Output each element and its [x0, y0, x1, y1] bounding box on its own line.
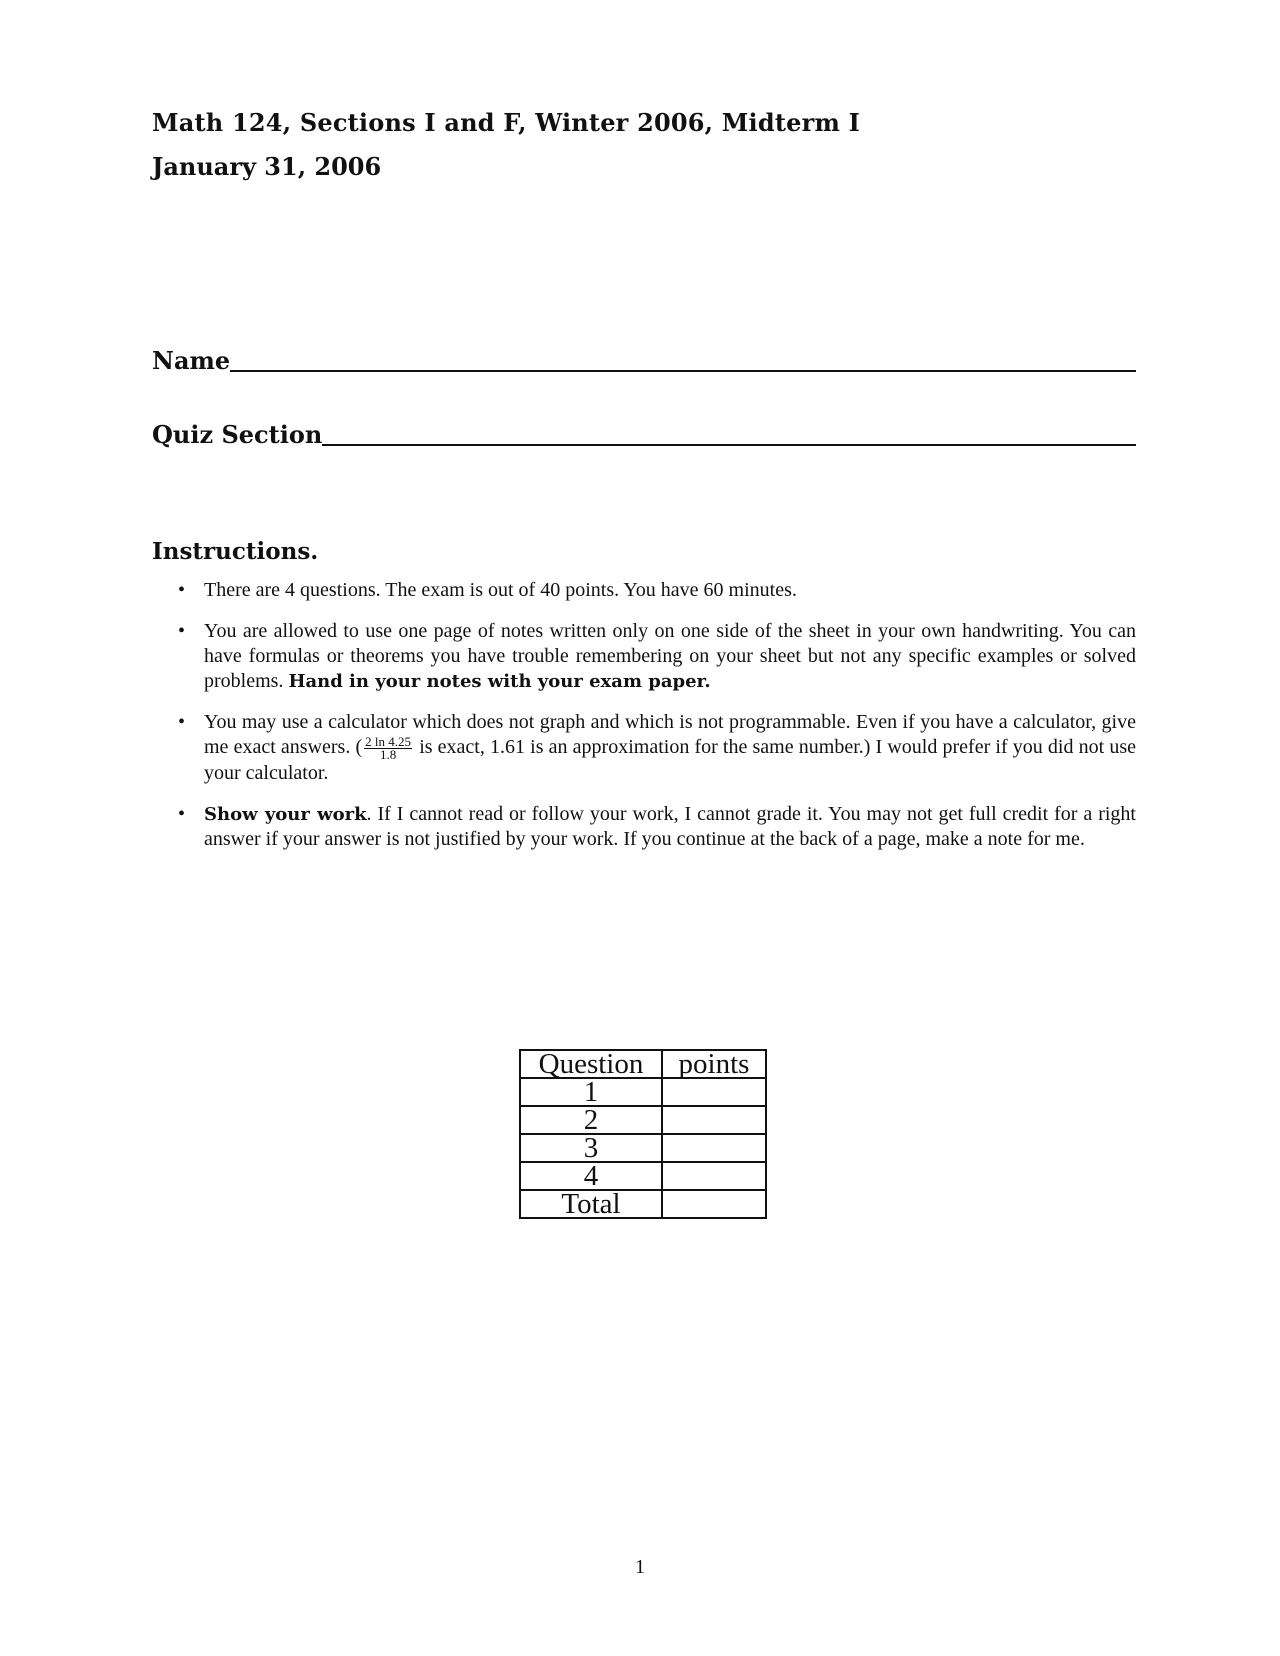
- table-row: [520, 1162, 766, 1190]
- instruction-text: is exact, 1.61 is an approximation for the same number.) I would prefer if you did not use your calculator.: [204, 736, 1136, 784]
- table-header-row: [520, 1050, 766, 1078]
- total-cell: Total: [520, 1190, 662, 1218]
- table-row: [520, 1106, 766, 1134]
- name-underline[interactable]: [230, 369, 1136, 372]
- table-row: [520, 1078, 766, 1106]
- points-cell[interactable]: [662, 1078, 766, 1106]
- fraction: [364, 733, 412, 762]
- points-cell[interactable]: [662, 1106, 766, 1134]
- instruction-item: [178, 578, 1136, 603]
- table-row: [520, 1190, 766, 1218]
- instructions-list: [178, 578, 1136, 868]
- instruction-emphasis: Show your work: [204, 803, 367, 825]
- fraction-denominator: 1.8: [379, 746, 397, 762]
- total-points-cell[interactable]: [662, 1190, 766, 1218]
- exam-date: January 31, 2006: [152, 152, 382, 181]
- instruction-item: [178, 802, 1136, 852]
- instruction-text: . If I cannot read or follow your work, I cannot grade it. You may not get full credit for a right answer if your answer is not justified by your work. If you continue at the back of a page, make a note for me.: [204, 802, 1136, 850]
- page-number: 1: [635, 1556, 645, 1578]
- question-cell: 4: [520, 1162, 662, 1190]
- name-field[interactable]: [152, 346, 1136, 375]
- question-cell: 2: [520, 1106, 662, 1134]
- quiz-section-field[interactable]: [152, 420, 1136, 449]
- instruction-item: [178, 710, 1136, 786]
- points-cell[interactable]: [662, 1162, 766, 1190]
- quiz-section-label: Quiz Section: [152, 420, 323, 449]
- instruction-item: [178, 619, 1136, 694]
- question-cell: 3: [520, 1134, 662, 1162]
- instructions-heading: Instructions.: [152, 538, 319, 565]
- column-header-points: points: [662, 1050, 766, 1078]
- column-header-question: Question: [520, 1050, 662, 1078]
- quiz-section-underline[interactable]: [322, 443, 1136, 446]
- score-table: [519, 1049, 767, 1219]
- exam-title: Math 124, Sections I and F, Winter 2006, Midterm I: [152, 108, 861, 137]
- question-cell: 1: [520, 1078, 662, 1106]
- name-label: Name: [152, 346, 231, 375]
- instruction-text: You may use a calculator which does not graph and which is not programmable. Even if you have a calculator, give me exact answers. (: [204, 711, 1136, 758]
- table-row: [520, 1134, 766, 1162]
- points-cell[interactable]: [662, 1134, 766, 1162]
- instruction-text: There are 4 questions. The exam is out of 40 points. You have 60 minutes.: [204, 579, 797, 601]
- instruction-emphasis: Hand in your notes with your exam paper.: [288, 671, 711, 692]
- fraction-numerator: 2 ln 4.25: [365, 733, 412, 749]
- instruction-text: You are allowed to use one page of notes written only on one side of the sheet in your own handwriting. You can have formulas or theorems you have trouble remembering on your sheet but not any specific examples or solved problems.: [204, 620, 1136, 692]
